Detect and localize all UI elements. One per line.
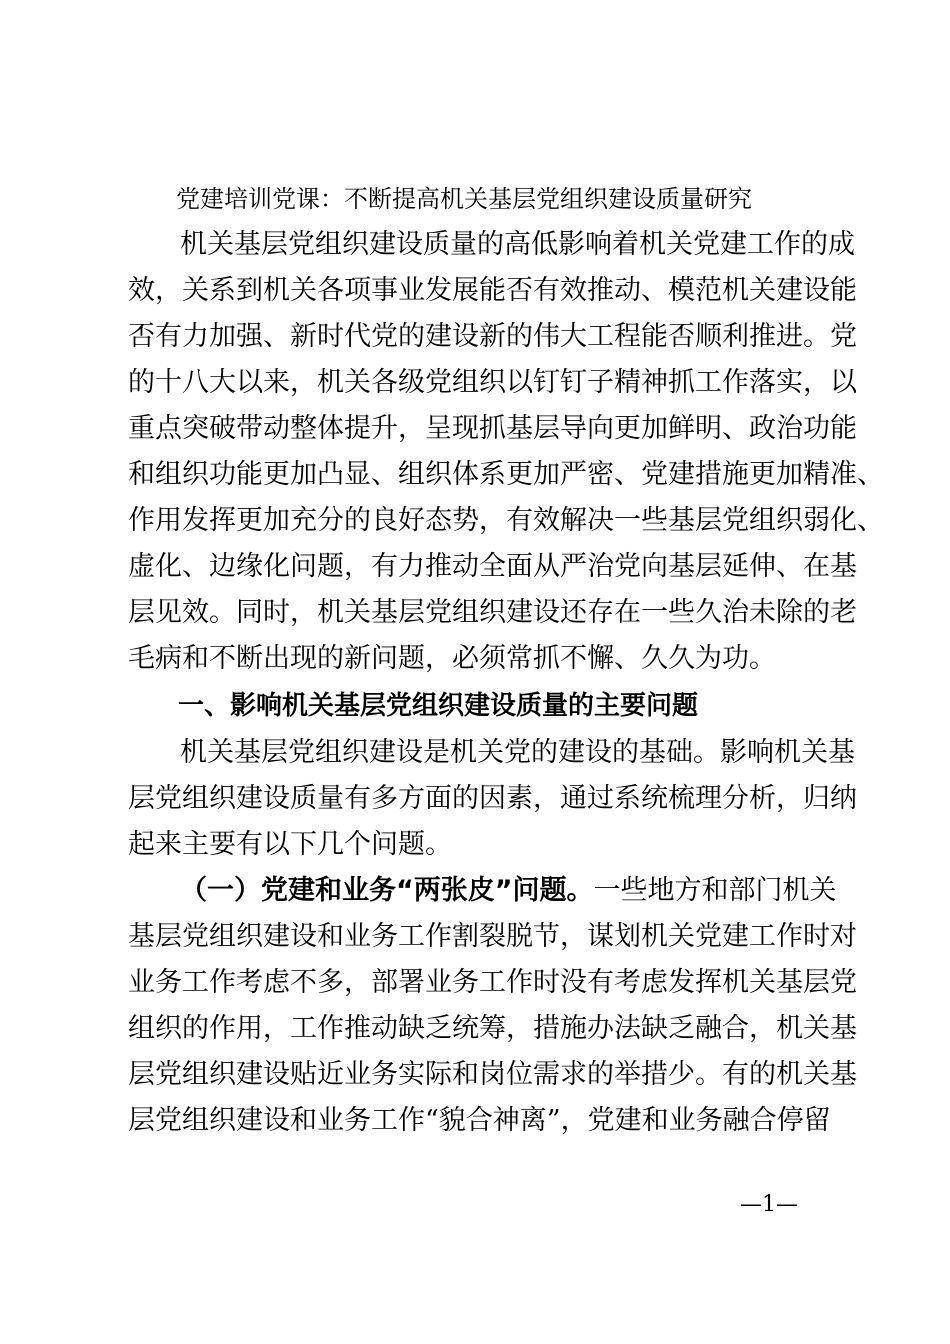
section-heading: 一、影响机关基层党组织建设质量的主要问题 [178, 691, 699, 721]
paragraph-line: 毛病和不断出现的新问题，必须常抓不懈、久久为功。 [128, 643, 776, 674]
paragraph-line: 否有力加强、新时代党的建设新的伟大工程能否顺利推进。党 [128, 321, 857, 352]
paragraph-line: 组织的作用，工作推动缺乏统筹，措施办法缺乏融合，机关基 [128, 1013, 857, 1044]
page-number: —1— [740, 1192, 798, 1217]
paragraph-line: 虚化、边缘化问题，有力推动全面从严治党向基层延伸、在基 [128, 551, 857, 582]
subsection-heading: （一）党建和业务“两张皮”问题。 [180, 875, 594, 906]
paragraph-line: 起来主要有以下几个问题。 [128, 829, 452, 860]
paragraph-line: 和组织功能更加凸显、组织体系更加严密、党建措施更加精准、 [128, 459, 884, 490]
document-title: 党建培训党课：不断提高机关基层党组织建设质量研究 [176, 185, 752, 213]
paragraph-line: 基层党组织建设和业务工作割裂脱节，谋划机关党建工作时对 [128, 921, 857, 952]
subsection-first-line [180, 871, 837, 911]
paragraph-line: 作用发挥更加充分的良好态势，有效解决一些基层党组织弱化、 [128, 505, 884, 536]
paragraph-line: 层党组织建设和业务工作“貌合神离”，党建和业务融合停留 [128, 1105, 831, 1136]
subsection-text: 一些地方和部门机关 [593, 875, 837, 906]
paragraph-line: 层党组织建设质量有多方面的因素，通过系统梳理分析，归纳 [128, 783, 857, 814]
paragraph-line: 效，关系到机关各项事业发展能否有效推动、模范机关建设能 [128, 275, 857, 306]
paragraph-line: 机关基层党组织建设是机关党的建设的基础。影响机关基 [180, 737, 855, 768]
paragraph-line: 层党组织建设贴近业务实际和岗位需求的举措少。有的机关基 [128, 1059, 857, 1090]
paragraph-line: 业务工作考虑不多，部署业务工作时没有考虑发挥机关基层党 [128, 967, 857, 998]
paragraph-line: 机关基层党组织建设质量的高低影响着机关党建工作的成 [180, 229, 855, 260]
paragraph-line: 层见效。同时，机关基层党组织建设还存在一些久治未除的老 [128, 597, 857, 628]
paragraph-line: 的十八大以来，机关各级党组织以钉钉子精神抓工作落实，以 [128, 367, 857, 398]
paragraph-line: 重点突破带动整体提升，呈现抓基层导向更加鲜明、政治功能 [128, 413, 857, 444]
